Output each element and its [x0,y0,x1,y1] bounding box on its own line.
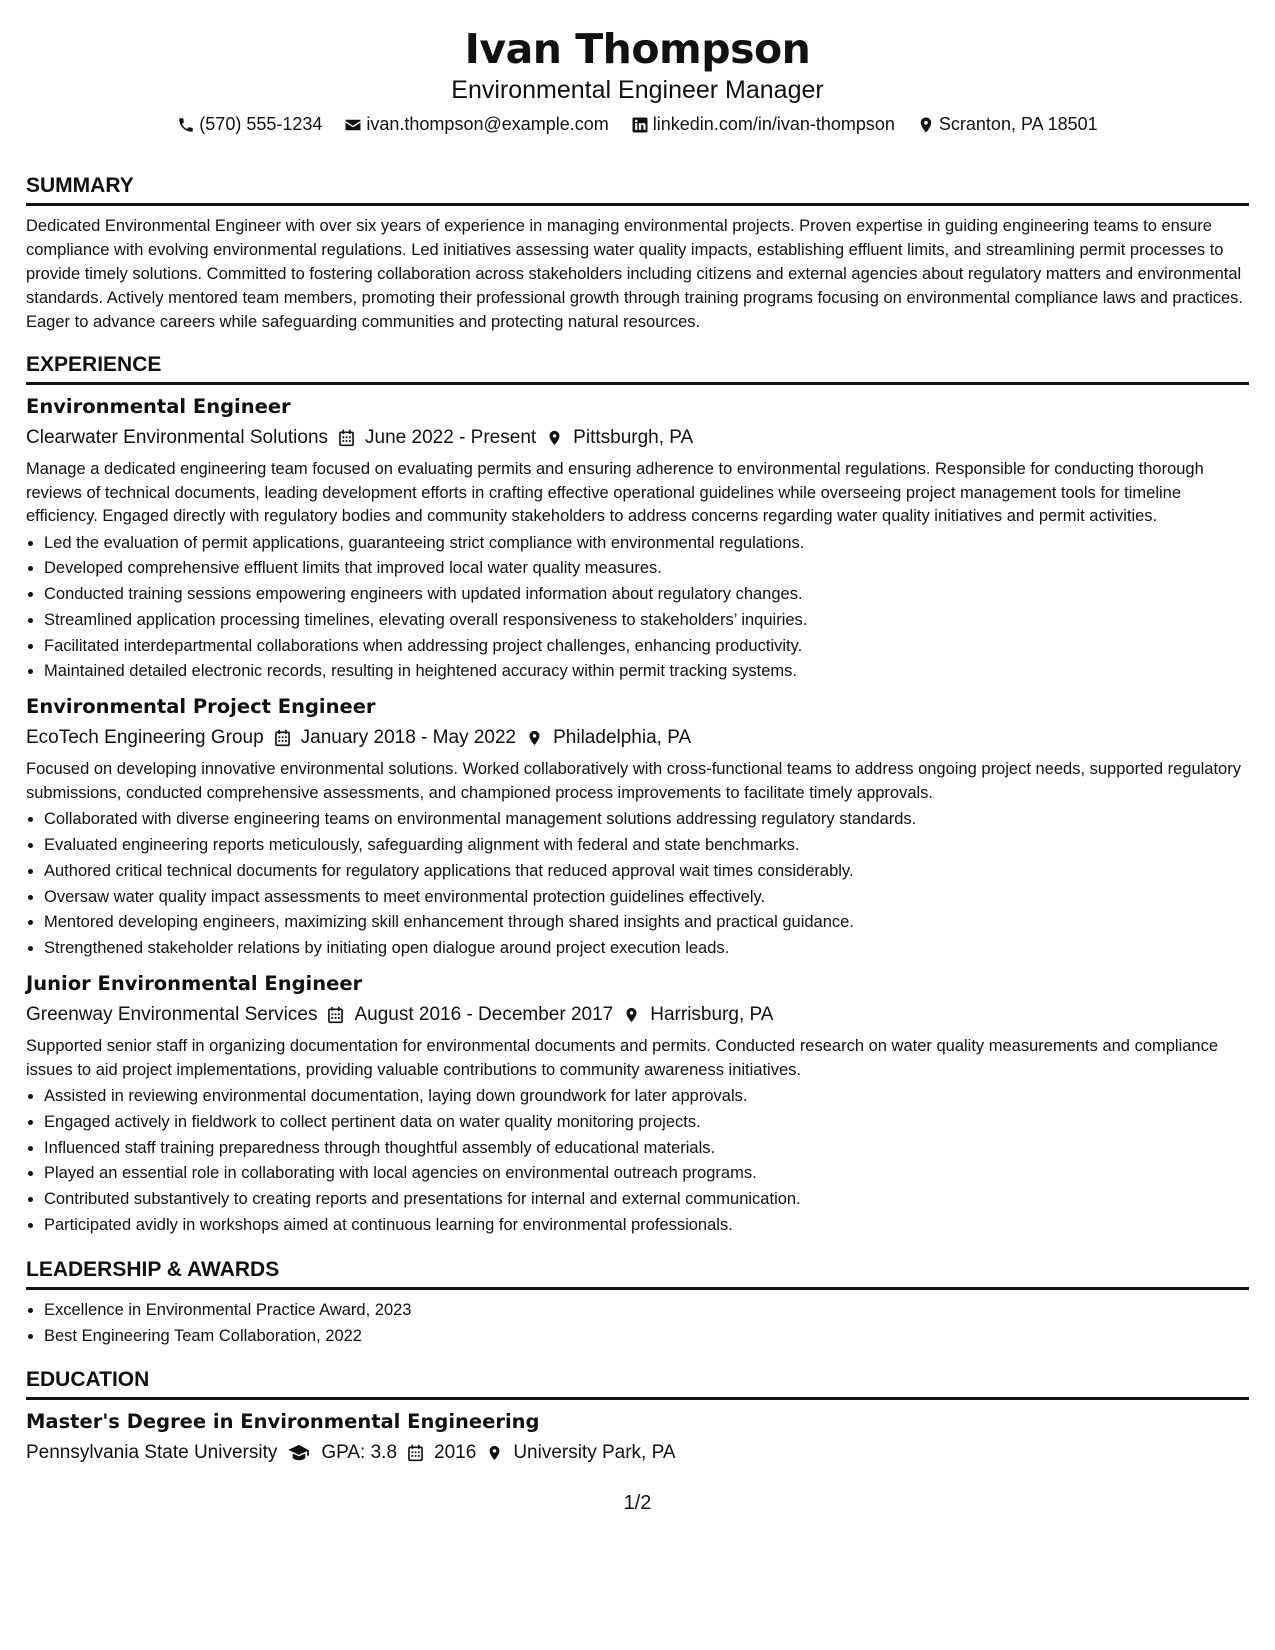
awards-list [26,1298,1249,1350]
list-item: • Streamlined application processing timelines, elevating overall responsiveness to stakeholders’ inquiries. [44,608,1249,634]
list-item: • Played an essential role in collaborating with local agencies on environmental outreach programs. [44,1161,1249,1187]
graduation-cap-icon [287,1444,311,1462]
job-dates: January 2018 - May 2022 [300,727,517,749]
job-meta [26,723,1249,753]
list-item: • Maintained detailed electronic records, resulting in heightened accuracy within permit tracking systems. [44,659,1249,685]
page-number: 1/2 [623,1492,652,1514]
resume-header [26,22,1249,135]
list-item: • Conducted training sessions empowering engineers with updated information about regulatory changes. [44,582,1249,608]
list-item: • Mentored developing engineers, maximizing skill enhancement through shared insights and practical guidance. [44,910,1249,936]
job-description: Manage a dedicated engineering team focused on evaluating permits and ensuring adherence to environmental regulations. Responsible for conducting thorough reviews of technical documents, leading development efforts in crafting effective operational guidelines while overseeing project management tools for timeline efficiency. Engaged directly with regulatory bodies and community stakeholders to address concerns regarding water quality initiatives and permit activities. [26,460,1204,525]
gpa-text: GPA: 3.8 [321,1442,398,1464]
candidate-name: Ivan Thompson [464,25,811,73]
location-text: Scranton, PA 18501 [938,114,1098,134]
summary-text: Dedicated Environmental Engineer with over six years of experience in managing environmental projects. Proven expertise in guiding engineering teams to ensure compliance with evolving environmental regulations. Led initiatives assessing water quality impacts, establishing effluent limits, and streamlining permit processes to provide timely solutions. Committed to fostering collaboration across stakeholders including citizens and external agencies about regulatory matters and environmental standards. Actively mentored team members, promoting their professional growth through training programs focusing on environmental compliance laws and practices. Eager to advance careers while safeguarding communities and protecting natural resources. [26,217,1244,331]
email-text: ivan.thompson@example.com [366,114,609,134]
list-item: • Contributed substantively to creating reports and presentations for internal and external communication. [44,1187,1249,1213]
phone-icon [177,116,195,134]
job-location: Philadelphia, PA [553,727,692,749]
list-item: • Strengthened stakeholder relations by initiating open dialogue around project execution leads. [44,936,1249,962]
job-title: Environmental Engineer [26,395,291,418]
map-pin-icon [486,1444,503,1462]
section-title-experience: EXPERIENCE [26,352,1249,385]
job-location-group [526,723,691,753]
section-title-summary: SUMMARY [26,173,1249,206]
job-entry [26,693,1249,962]
job-bullets [26,531,1249,686]
education-section [26,1367,1249,1468]
job-description: Focused on developing innovative environmental solutions. Worked collaboratively with cross-functional teams to address ongoing project needs, supported regulatory submissions, conducted comprehensive assessments, and championed process improvements to facilitate timely approvals. [26,760,1241,802]
map-pin-icon [623,1006,640,1024]
resume-page [26,0,1249,1468]
contact-linkedin[interactable] [631,114,895,135]
education-year: 2016 [434,1442,477,1464]
job-location: Harrisburg, PA [650,1004,774,1026]
degree-title: Master's Degree in Environmental Engineering [26,1410,540,1434]
job-title: Environmental Project Engineer [26,695,376,719]
job-title: Junior Environmental Engineer [26,972,363,996]
linkedin-icon [631,116,649,134]
envelope-icon [344,116,362,134]
job-company: EcoTech Engineering Group [26,727,264,749]
list-item: • Evaluated engineering reports meticulously, safeguarding alignment with federal and state benchmarks. [44,833,1249,859]
job-location-group [546,423,693,453]
job-dates-group [338,423,536,453]
school-name: Pennsylvania State University [26,1442,278,1464]
contact-phone [177,114,322,135]
section-title-education: EDUCATION [26,1367,1249,1400]
contact-bar [26,114,1249,135]
contact-email[interactable] [344,114,608,135]
linkedin-text: linkedin.com/in/ivan-thompson [652,114,895,134]
list-item: • Collaborated with diverse engineering teams on environmental management solutions addressing regulatory standards. [44,807,1249,833]
experience-section [26,352,1249,1239]
job-dates: June 2022 - Present [365,427,537,448]
job-dates-group [274,723,516,753]
job-meta [26,423,1249,453]
education-location: University Park, PA [513,1442,676,1464]
job-meta [26,1000,1249,1030]
job-bullets [26,1084,1249,1239]
list-item: • Best Engineering Team Collaboration, 2022 [44,1324,1249,1350]
job-location-group [623,1000,773,1030]
calendar-icon [327,1006,344,1024]
job-bullets [26,807,1249,962]
map-pin-icon [526,729,543,747]
candidate-headline: Environmental Engineer Manager [451,76,824,104]
job-entry [26,970,1249,1239]
job-company: Clearwater Environmental Solutions [26,427,329,448]
education-meta [26,1438,1249,1468]
calendar-icon [338,429,355,447]
gpa-group [287,1438,397,1468]
job-dates: August 2016 - December 2017 [354,1004,614,1026]
section-title-awards: LEADERSHIP & AWARDS [26,1257,1249,1290]
map-pin-icon [546,429,563,447]
awards-section [26,1257,1249,1350]
list-item: • Oversaw water quality impact assessments to meet environmental protection guidelines effectively. [44,885,1249,911]
education-location-group [486,1438,675,1468]
calendar-icon [274,729,291,747]
job-dates-group [327,1000,613,1030]
summary-section [26,173,1249,334]
phone-text: (570) 555-1234 [199,114,323,134]
map-pin-icon [917,116,935,134]
job-company: Greenway Environmental Services [26,1004,318,1026]
education-year-group [407,1438,476,1468]
job-entry [26,393,1249,685]
list-item: • Participated avidly in workshops aimed at continuous learning for environmental professionals. [44,1213,1249,1239]
job-location: Pittsburgh, PA [573,427,694,448]
list-item: • Developed comprehensive effluent limits that improved local water quality measures. [44,556,1249,582]
list-item: • Led the evaluation of permit applications, guaranteeing strict compliance with environmental regulations. [44,531,1249,557]
list-item: • Facilitated interdepartmental collaborations when addressing project challenges, enhancing productivity. [44,634,1249,660]
list-item: • Authored critical technical documents for regulatory applications that reduced approval wait times considerably. [44,859,1249,885]
list-item: • Assisted in reviewing environmental documentation, laying down groundwork for later approvals. [44,1084,1249,1110]
calendar-icon [407,1444,424,1462]
list-item: • Influenced staff training preparedness through thoughtful assembly of educational materials. [44,1136,1249,1162]
job-description: Supported senior staff in organizing documentation for environmental documents and permits. Conducted research on water quality measurements and compliance issues to aid project implementations, providing valuable contributions to community awareness initiatives. [26,1037,1219,1079]
contact-location [917,114,1098,135]
list-item: • Excellence in Environmental Practice Award, 2023 [44,1298,1249,1324]
list-item: • Engaged actively in fieldwork to collect pertinent data on water quality monitoring projects. [44,1110,1249,1136]
